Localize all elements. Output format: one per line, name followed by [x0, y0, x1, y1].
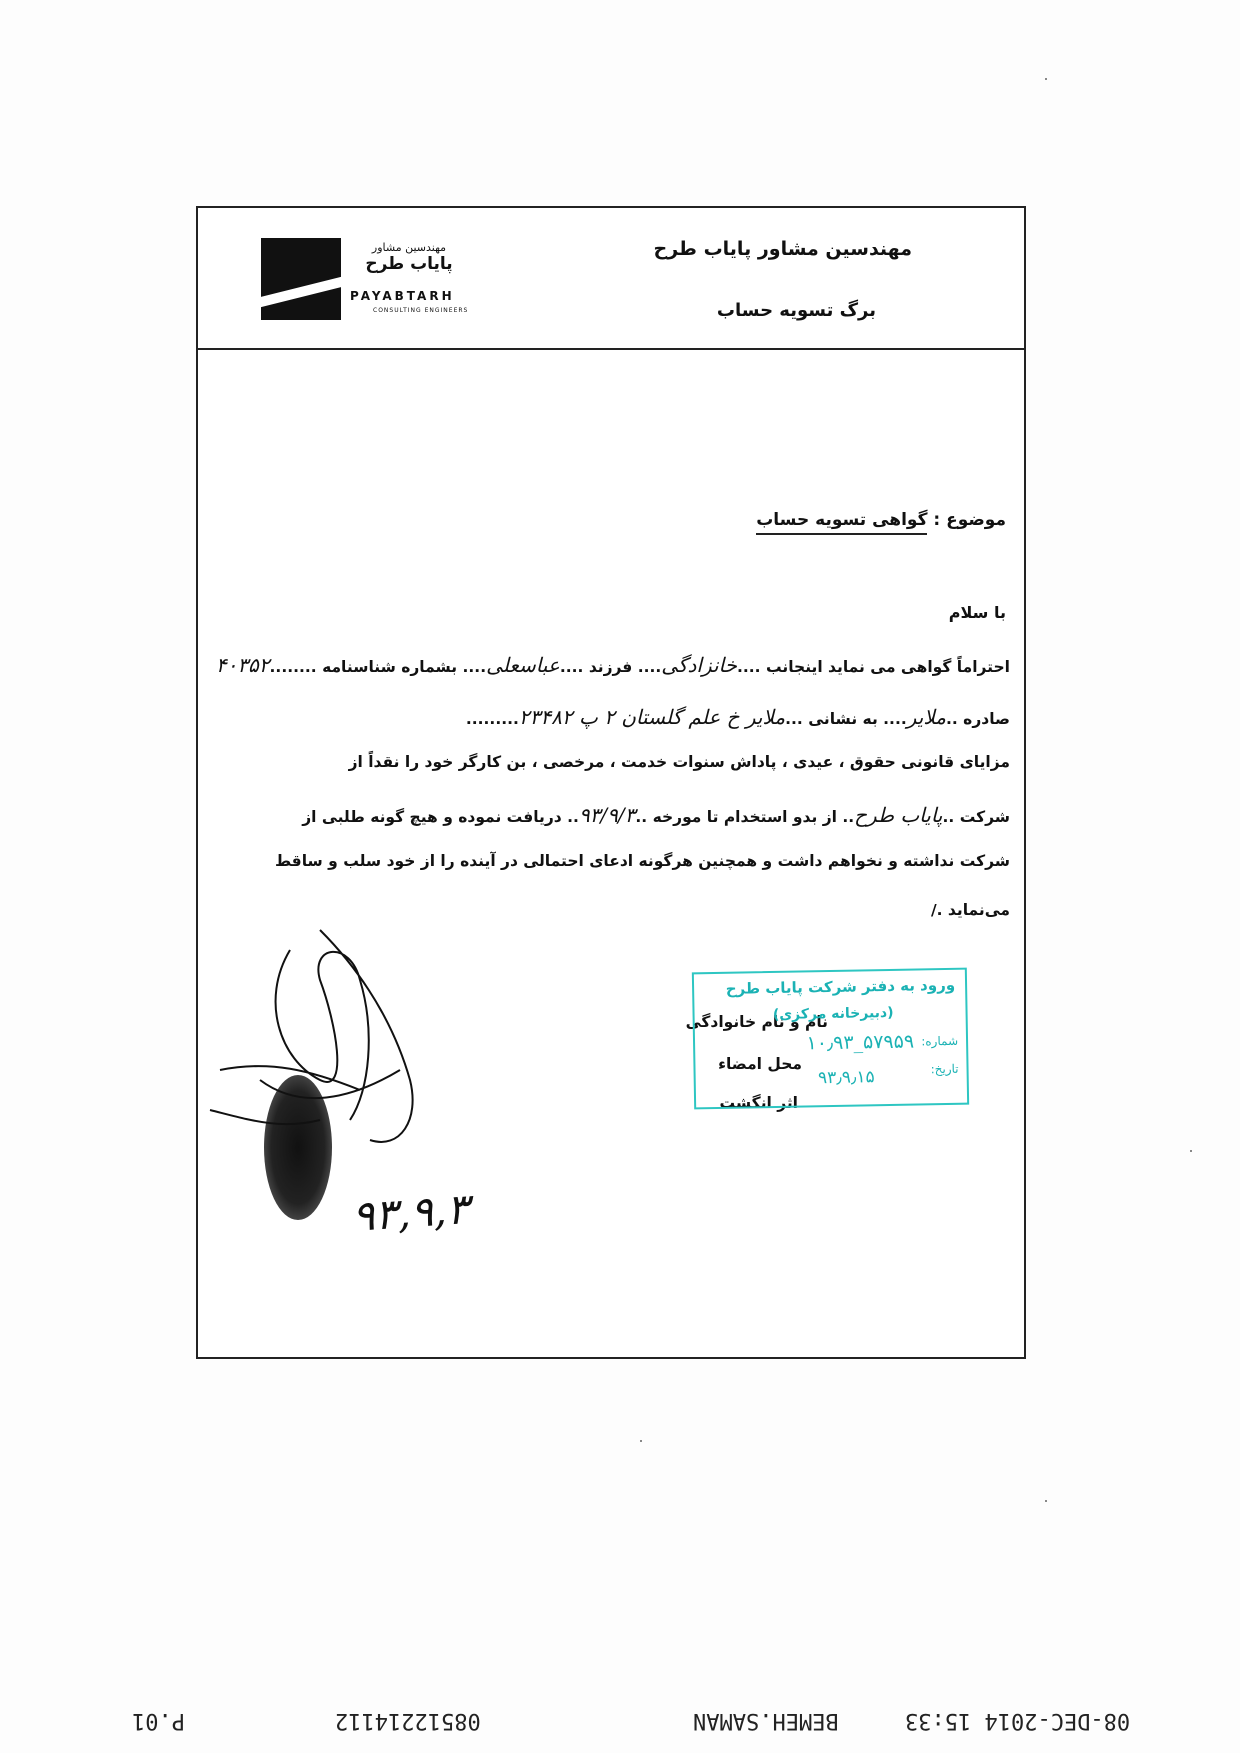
text-line-1: احتراماً گواهی می نماید اینجانب ....خانزادگی.... فرزند ....عباسعلی.... بشماره شناسنامه ........۴۰۳۵۲	[215, 653, 1010, 677]
text-line-4: شرکت ..پایاب طرح.. از بدو استخدام تا مورخه ..۹۳/۹/۳.. دریافت نموده و هیچ گونه طلبی از	[302, 803, 1010, 827]
line4-part-a: شرکت	[959, 808, 1010, 826]
handwritten-signature-date: ۹۳,۹,۳	[350, 1183, 471, 1242]
logo-text-fa	[359, 242, 459, 274]
registry-stamp	[692, 968, 969, 1110]
handwritten-father-name: عباسعلی	[486, 653, 560, 677]
company-title: مهندسین مشاور پایاب طرح	[653, 238, 912, 260]
stamp-number-label: شماره:	[921, 1033, 959, 1049]
fax-sender: BEMEH.SAMAN	[693, 1708, 839, 1733]
line1-part-b: فرزند	[588, 658, 633, 676]
logo-fa-small: مهندسین مشاور	[371, 241, 447, 254]
logo-fa-main: پایاب طرح	[365, 254, 453, 274]
subject-line	[756, 510, 1006, 530]
text-line-6: می‌نماید ./	[930, 901, 1010, 919]
stamp-date-value: ۹۳٫۹٫۱۵	[817, 1067, 875, 1089]
text-line-2: صادره ..ملایر.... به نشانی ...ملایر خ علم گلستان ۲ پ ۲۳۴۸۲.........	[465, 705, 1010, 729]
handwritten-id-number: ۴۰۳۵۲	[215, 653, 270, 677]
handwritten-address: ملایر خ علم گلستان ۲ پ ۲۳۴۸۲	[518, 705, 786, 729]
line4-part-b: از بدو استخدام تا مورخه	[652, 808, 837, 826]
text-line-3: مزایای قانونی حقوق ، عیدی ، پاداش سنوات خدمت ، مرخصی ، بن کارگر خود را نقداً از	[348, 753, 1010, 771]
stamp-date-label: تاریخ:	[930, 1061, 959, 1077]
logo-text-en-sub: CONSULTING ENGINEERS	[373, 307, 469, 314]
handwritten-name: خانزادگی	[661, 653, 738, 677]
handwritten-issued-place: ملایر	[906, 705, 946, 729]
signature-place-label: محل امضاء	[718, 1055, 802, 1073]
line1-part-c: بشماره شناسنامه	[322, 658, 458, 676]
line2-part-b: به نشانی	[808, 710, 878, 728]
subject-label: موضوع :	[933, 510, 1006, 530]
stamp-number-value: ۱۰٫۹۳_۵۷۹۵۹	[806, 1030, 915, 1055]
subject-text: گواهی تسویه حساب	[756, 510, 927, 535]
greeting: با سلام	[948, 603, 1006, 622]
text-line-5: شرکت نداشته و نخواهم داشت و همچنین هرگونه ادعای احتمالی در آینده را از خود سلب و ساقط	[274, 852, 1010, 870]
line1-part-a: احتراماً گواهی می نماید اینجانب	[765, 658, 1010, 676]
stamp-line-1: ورود به دفتر شرکت پایاب طرح	[725, 975, 956, 998]
handwritten-date: ۹۳/۹/۳	[578, 803, 636, 827]
logo-text-en: PAYABTARH	[350, 289, 455, 303]
line4-part-c: دریافت نموده و هیچ گونه طلبی از	[302, 808, 562, 826]
form-title: برگ تسویه حساب	[716, 300, 876, 321]
name-label: نام و نام خانوادگی	[685, 1013, 828, 1031]
stamp-line-2: (دبیرخانه مرکزی)	[772, 1004, 894, 1024]
form-header	[198, 208, 1024, 350]
fax-number: 08512214112	[335, 1708, 481, 1733]
signature-scribble-icon	[200, 920, 460, 1210]
fingerprint-label: اثر انگشت	[719, 1094, 798, 1112]
fax-datetime: 08-DEC-2014 15:33	[905, 1708, 1131, 1733]
fax-page: P.01	[132, 1708, 185, 1733]
company-logo-icon	[261, 238, 341, 320]
handwritten-company: پایاب طرح	[854, 803, 943, 827]
line2-part-a: صادره	[963, 710, 1010, 728]
